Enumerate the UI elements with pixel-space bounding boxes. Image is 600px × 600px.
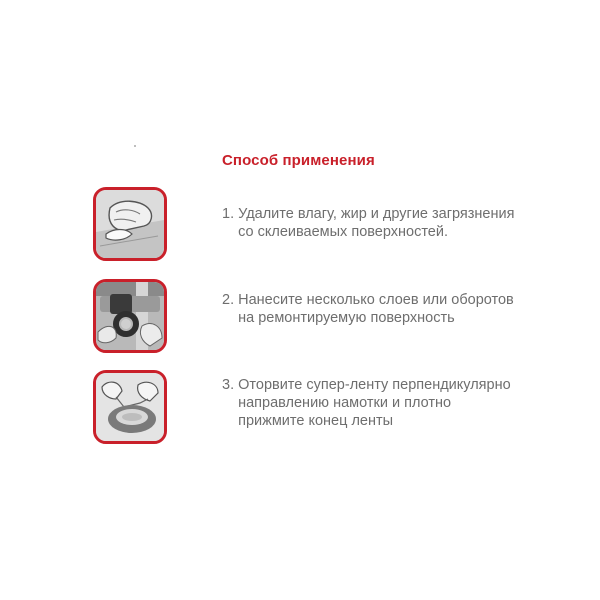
wrap-pipe-icon: [93, 279, 167, 353]
step-3-text: 3. Оторвите супер-ленту перпендикулярно направлению намотки и плотно прижмите конец ленты: [222, 377, 511, 429]
wipe-surface-illustration: [96, 190, 164, 258]
decorative-dot: [134, 145, 136, 147]
wipe-surface-icon: [93, 187, 167, 261]
tear-tape-icon: [93, 370, 167, 444]
wrap-pipe-illustration: [96, 282, 164, 350]
tear-tape-illustration: [96, 373, 164, 441]
step-1-text: 1. Удалите влагу, жир и другие загрязнения со склеиваемых поверхностей.: [222, 206, 515, 240]
section-title: Способ применения: [222, 152, 375, 169]
step-2-text: 2. Нанесите несколько слоев или оборотов на ремонтируемую поверхность: [222, 292, 514, 326]
